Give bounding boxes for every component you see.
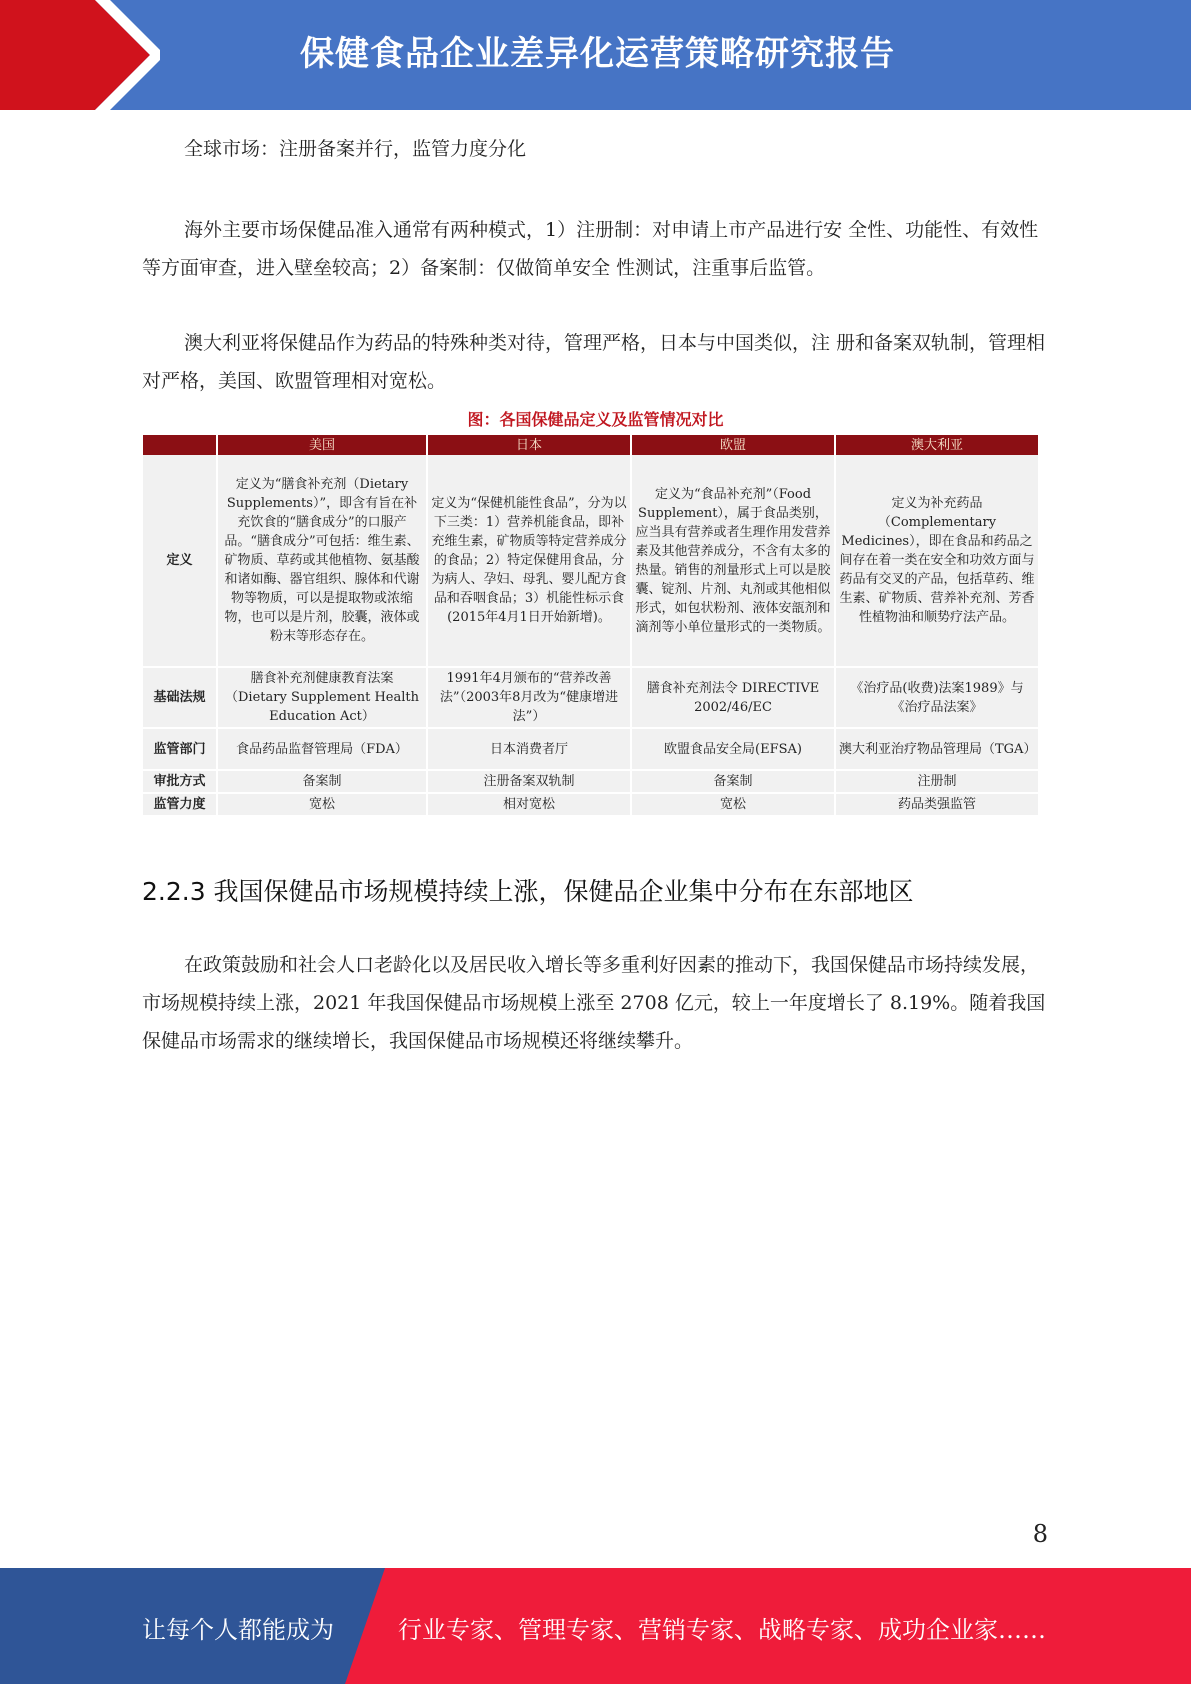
table-cell: 宽松 — [217, 793, 427, 816]
page-header — [0, 0, 1191, 110]
row-label-approval: 审批方式 — [143, 770, 217, 793]
header-arrow-decoration — [0, 0, 160, 110]
document-title: 保健食品企业差异化运营策略研究报告 — [300, 34, 895, 74]
table-cell: 定义为“保健机能性食品”，分为以下三类：1）营养机能食品，即补充维生素，矿物质等特定营养成分的食品；2）特定保健用食品，分为病人、孕妇、母乳、婴儿配方食品和吞咽食品；3）机能性标示食(2015年4月1日开始新增)。 — [427, 455, 631, 667]
table-header-row — [143, 435, 1038, 455]
table-row — [143, 667, 1038, 728]
table-cell: 《治疗品(收费)法案1989》与《治疗品法案》 — [835, 667, 1038, 728]
table-row — [143, 793, 1038, 816]
row-label-strength: 监管力度 — [143, 793, 217, 816]
table-cell: 备案制 — [631, 770, 835, 793]
footer-slogan-left: 让每个人都能成为 — [142, 1616, 334, 1644]
column-header-australia: 澳大利亚 — [835, 435, 1038, 455]
table-cell: 相对宽松 — [427, 793, 631, 816]
section-heading: 2.2.3 我国保健品市场规模持续上涨，保健品企业集中分布在东部地区 — [142, 877, 914, 906]
subheading: 全球市场：注册备案并行，监管力度分化 — [184, 138, 527, 160]
table-cell: 注册备案双轨制 — [427, 770, 631, 793]
table-row — [143, 770, 1038, 793]
column-header-usa: 美国 — [217, 435, 427, 455]
table-cell: 宽松 — [631, 793, 835, 816]
column-header-japan: 日本 — [427, 435, 631, 455]
footer-slogan-right: 行业专家、管理专家、营销专家、战略专家、成功企业家…… — [398, 1616, 1046, 1644]
section-paragraph: 在政策鼓励和社会人口老龄化以及居民收入增长等多重利好因素的推动下，我国保健品市场持续发展，市场规模持续上涨，2021 年我国保健品市场规模上涨至 2708 亿元，较上一年度增长了 8.19%。随着我国保健品市场需求的继续增长，我国保健品市场规模还将继续攀升。 — [142, 954, 1046, 1052]
page-number: 8 — [1032, 1520, 1048, 1548]
comparison-table — [143, 435, 1038, 817]
table-cell: 1991年4月颁布的“营养改善法”（2003年8月改为“健康增进法”） — [427, 667, 631, 728]
table-row — [143, 728, 1038, 770]
table-cell: 膳食补充剂健康教育法案（Dietary Supplement Health Education Act） — [217, 667, 427, 728]
table-row — [143, 455, 1038, 667]
paragraph-2: 澳大利亚将保健品作为药品的特殊种类对待，管理严格，日本与中国类似，注 册和备案双轨制，管理相对严格，美国、欧盟管理相对宽松。 — [142, 332, 1046, 392]
table-cell: 注册制 — [835, 770, 1038, 793]
table-cell: 膳食补充剂法令 DIRECTIVE 2002/46/EC — [631, 667, 835, 728]
table-cell: 定义为补充药品（Complementary Medicines），即在食品和药品之间存在着一类在安全和功效方面与药品有交叉的产品，包括草药、维生素、矿物质、营养补充剂、芳香性植物油和顺势疗法产品。 — [835, 455, 1038, 667]
column-header-eu: 欧盟 — [631, 435, 835, 455]
row-label-definition: 定义 — [143, 455, 217, 667]
table-corner-cell — [143, 435, 217, 455]
figure-caption: 图：各国保健品定义及监管情况对比 — [467, 410, 724, 429]
row-label-authority: 监管部门 — [143, 728, 217, 770]
table-cell: 澳大利亚治疗物品管理局（TGA） — [835, 728, 1038, 770]
table-cell: 日本消费者厅 — [427, 728, 631, 770]
table-cell: 定义为“膳食补充剂（Dietary Supplements）”，即含有旨在补充饮食的“膳食成分”的口服产品。“膳食成分”可包括：维生素、矿物质、草药或其他植物、氨基酸和诸如酶、器官组织、腺体和代谢物等物质，可以是提取物或浓缩物，也可以是片剂，胶囊，液体或粉末等形态存在。 — [217, 455, 427, 667]
table-cell: 备案制 — [217, 770, 427, 793]
table-cell: 欧盟食品安全局(EFSA) — [631, 728, 835, 770]
table-cell: 定义为“食品补充剂”（Food Supplement），属于食品类别，应当具有营养或者生理作用发营养素及其他营养成分，不含有太多的热量。销售的剂量形式上可以是胶囊、锭剂、片剂、丸剂或其他相似形式，如包状粉剂、液体安瓿剂和滴剂等小单位量形式的一类物质。 — [631, 455, 835, 667]
table-cell: 食品药品监督管理局（FDA） — [217, 728, 427, 770]
page-footer — [0, 1568, 1191, 1684]
row-label-regulation: 基础法规 — [143, 667, 217, 728]
paragraph-1: 海外主要市场保健品准入通常有两种模式，1）注册制：对申请上市产品进行安 全性、功能性、有效性等方面审查，进入壁垒较高；2）备案制：仅做简单安全 性测试，注重事后监管。 — [142, 219, 1039, 279]
table-cell: 药品类强监管 — [835, 793, 1038, 816]
